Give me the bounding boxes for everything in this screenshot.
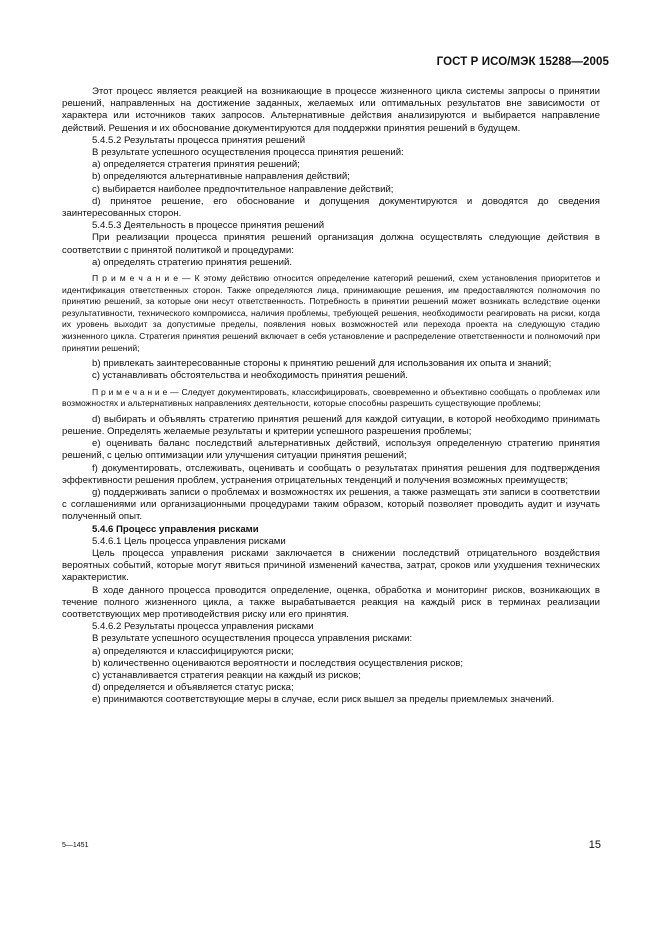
note-label: П р и м е ч а н и е — xyxy=(92,273,195,284)
body-paragraph: e) принимаются соответствующие меры в случае, если риск вышел за пределы приемлемых значений. xyxy=(92,694,555,706)
body-paragraph: В результате успешного осуществления процесса принятия решений: xyxy=(92,147,404,159)
body-paragraph: b) определяются альтернативные направления действий; xyxy=(92,171,350,183)
print-signature: 5—1451 xyxy=(62,842,89,849)
body-paragraph: g) поддерживать записи о проблемах и возможностях их решения, а также размещать эти записи в соответствии с соглашениями или организационными процедурами таким образом, который позволяет проводить аудит и изучать полученный опыт. xyxy=(62,487,600,523)
note-paragraph xyxy=(62,387,600,410)
note-paragraph xyxy=(62,273,600,354)
body-paragraph: 5.4.6.1 Цель процесса управления рисками xyxy=(92,535,286,547)
body-paragraph: d) выбирать и объявлять стратегию принятия решений для каждой ситуации, в которой необходимо принимать решение. Определять желаемые результаты и критерии успешного разрешения проблемы; xyxy=(62,413,600,437)
body-paragraph: 5.4.5.3 Деятельность в процессе принятия решений xyxy=(92,220,325,232)
body-paragraph: c) устанавливать обстоятельства и необходимость принятия решений. xyxy=(92,370,408,382)
body-paragraph: a) определять стратегию принятия решений. xyxy=(92,256,293,268)
body-paragraph: 5.4.6.2 Результаты процесса управления рисками xyxy=(92,621,314,633)
body-paragraph: a) определяется стратегия принятия решений; xyxy=(92,159,300,171)
page-number: 15 xyxy=(588,839,601,851)
body-paragraph: b) привлекать заинтересованные стороны к принятию решений для использования их опыта и знаний; xyxy=(92,358,552,370)
note-label: П р и м е ч а н и е — xyxy=(92,386,182,397)
body-paragraph: e) оценивать баланс последствий альтернативных действий, используя определенную стратегию принятия решений, с целью оптимизации или улучшения ситуации принятия решений; xyxy=(62,438,600,462)
body-paragraph: d) принятое решение, его обоснование и допущения документируются и доводятся до сведения заинтересованных сторон. xyxy=(62,195,600,220)
body-paragraph: a) определяются и классифицируются риски; xyxy=(92,645,294,657)
body-paragraph: f) документировать, отслеживать, оценивать и сообщать о результатах принятия решения для подтверждения эффективности решения проблем, устранения отрицательных тенденций и получения возможных преимуществ; xyxy=(62,462,600,486)
body-paragraph: b) количественно оцениваются вероятности и последствия осуществления рисков; xyxy=(92,657,464,669)
body-paragraph: 5.4.5.2 Результаты процесса принятия решений xyxy=(92,134,306,146)
body-paragraph: При реализации процесса принятия решений организация должна осуществлять следующие действия в соответствии с принятой политикой и процедурами: xyxy=(62,232,600,256)
note-text: Следует документировать, классифицировать, своевременно и объективно сообщать о проблемах или возможностях и альтернативных направлениях деятельности, которые способны разрешить существующие проблемы; xyxy=(62,386,600,409)
body-paragraph: d) определяется и объявляется статус риска; xyxy=(92,682,294,694)
body-paragraph: c) выбирается наиболее предпочтительное направление действий; xyxy=(92,183,394,195)
body-paragraph: В результате успешного осуществления процесса управления рисками: xyxy=(92,633,413,645)
body-paragraph: В ходе данного процесса проводится определение, оценка, обработка и мониторинг рисков, возникающих в течение полного жизненного цикла, а также вырабатывается реакция на каждый риск в терминах реализации соответствующих мер противодействия риску или его принятия. xyxy=(62,584,600,621)
note-text: К этому действию относится определение категорий решений, схем установления приоритетов и идентификация ответственных сторон. Также определяются лица, принимающие решения, им предоставляются полномочия по принятию решений, за которые они несут ответственность. Потребность в принятии решений может возникать вследствие оценки результативности, технического компромисса, наличия проблемы, требующей решения, необходимости реагировать на риски, когда их уровень выходит за допустимые пределы, появления новых возможностей или перехода проекта на следующую стадию жизненного цикла. Стратегия принятия решений включает в себя установление и распределение ответственности и полномочий при принятии решений; xyxy=(62,273,600,353)
body-paragraph: Цель процесса управления рисками заключается в снижении последствий отрицательного воздействия вероятных событий, которые могут явиться причиной изменений качества, затрат, сроков или ухудшения технических характеристик. xyxy=(62,548,600,584)
body-paragraph: c) устанавливается стратегия реакции на каждый из рисков; xyxy=(92,670,361,682)
section-heading: 5.4.6 Процесс управления рисками xyxy=(92,523,259,535)
standard-header: ГОСТ Р ИСО/МЭК 15288—2005 xyxy=(436,56,609,68)
body-paragraph: Этот процесс является реакцией на возникающие в процессе жизненного цикла системы запросы о принятии решений, направленных на достижение заданных, желаемых или оптимальных результатов вне зависимости от характера или источников таких запросов. Альтернативные действия анализируются и выбирается направление действий. Решения и их обоснование документируются для поддержки принятия решений в будущем. xyxy=(62,86,600,134)
document-body xyxy=(62,86,600,707)
